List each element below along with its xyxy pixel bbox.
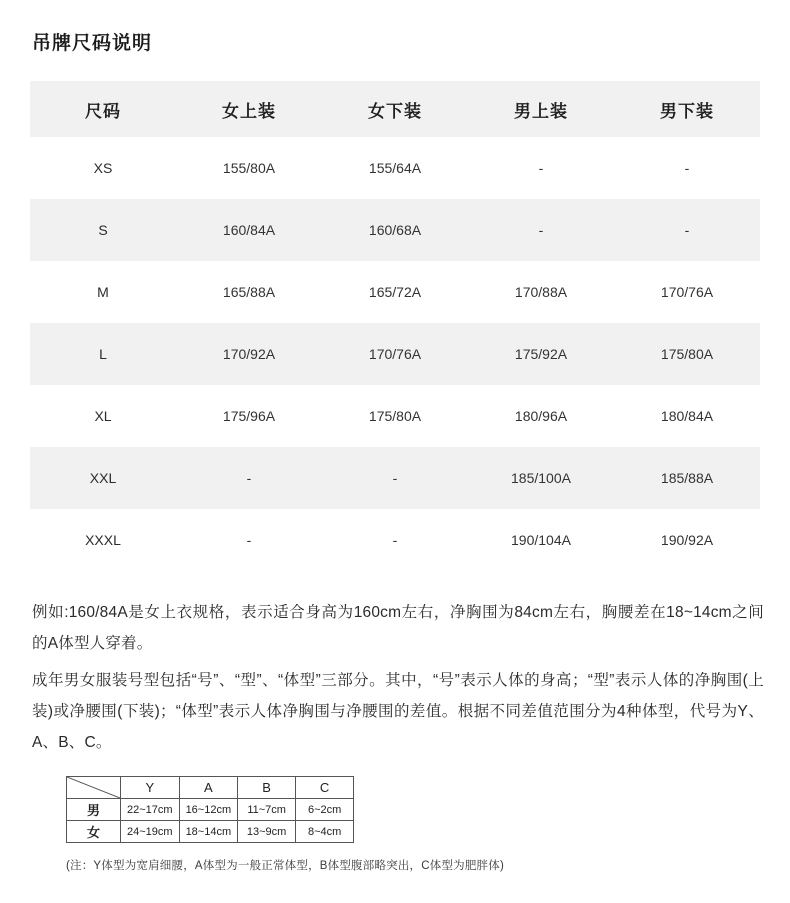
cell-women-top: 155/80A: [176, 137, 322, 199]
size-chart-head: [30, 81, 760, 137]
cell-men-bottom: 180/84A: [614, 385, 760, 447]
cell-size: XS: [30, 137, 176, 199]
cell-women-bottom: 175/80A: [322, 385, 468, 447]
cell-men-top: 190/104A: [468, 509, 614, 571]
table-row: [30, 447, 760, 509]
cell-men-bottom: -: [614, 137, 760, 199]
cell-women-top: 170/92A: [176, 323, 322, 385]
cell-men-bottom: -: [614, 199, 760, 261]
explanation-text: [32, 597, 764, 758]
female-a-value: 18~14cm: [179, 821, 238, 843]
cell-size: M: [30, 261, 176, 323]
body-type-row-male: [67, 799, 354, 821]
cell-women-top: -: [176, 509, 322, 571]
cell-women-bottom: 160/68A: [322, 199, 468, 261]
cell-size: XXXL: [30, 509, 176, 571]
cell-women-bottom: 165/72A: [322, 261, 468, 323]
cell-size: XL: [30, 385, 176, 447]
body-type-table-wrap: [66, 776, 760, 843]
cell-men-top: 170/88A: [468, 261, 614, 323]
male-c-value: 6~2cm: [296, 799, 354, 821]
cell-men-bottom: 170/76A: [614, 261, 760, 323]
female-b-value: 13~9cm: [238, 821, 296, 843]
body-type-header-row: [67, 777, 354, 799]
cell-men-bottom: 185/88A: [614, 447, 760, 509]
cell-men-bottom: 175/80A: [614, 323, 760, 385]
column-header-women-top: 女上装: [176, 81, 322, 137]
cell-women-bottom: 155/64A: [322, 137, 468, 199]
male-a-value: 16~12cm: [179, 799, 238, 821]
male-b-value: 11~7cm: [238, 799, 296, 821]
cell-men-top: 180/96A: [468, 385, 614, 447]
body-type-header-c: C: [296, 777, 354, 799]
table-row: [30, 385, 760, 447]
row-label-male: 男: [67, 799, 121, 821]
body-type-row-female: [67, 821, 354, 843]
cell-men-top: 175/92A: [468, 323, 614, 385]
cell-women-top: 160/84A: [176, 199, 322, 261]
column-header-size: 尺码: [30, 81, 176, 137]
column-header-men-top: 男上装: [468, 81, 614, 137]
column-header-men-bottom: 男下装: [614, 81, 760, 137]
table-row: [30, 261, 760, 323]
cell-size: XXL: [30, 447, 176, 509]
body-type-table: [66, 776, 354, 843]
table-row: [30, 509, 760, 571]
row-label-female: 女: [67, 821, 121, 843]
cell-women-bottom: -: [322, 447, 468, 509]
cell-women-top: -: [176, 447, 322, 509]
column-header-women-bottom: 女下装: [322, 81, 468, 137]
body-type-header-b: B: [238, 777, 296, 799]
diagonal-line-icon: [67, 777, 120, 798]
male-y-value: 22~17cm: [121, 799, 180, 821]
size-chart-table: [30, 81, 760, 571]
cell-women-bottom: 170/76A: [322, 323, 468, 385]
cell-men-top: 185/100A: [468, 447, 614, 509]
table-header-row: [30, 81, 760, 137]
table-row: [30, 323, 760, 385]
page-title: 吊牌尺码说明: [32, 33, 153, 54]
cell-size: S: [30, 199, 176, 261]
body-type-note: (注：Y体型为宽肩细腰，A体型为一般正常体型，B体型腹部略突出，C体型为肥胖体): [66, 860, 504, 872]
female-y-value: 24~19cm: [121, 821, 180, 843]
corner-cell: [67, 777, 121, 799]
paragraph-definition: 成年男女服装号型包括“号”、“型”、“体型”三部分。其中，“号”表示人体的身高；“型”表示人体的净胸围(上装)或净腰围(下装)；“体型”表示人体净胸围与净腰围的差值。根据不同差值范围分为4种体型，代号为Y、A、B、C。: [32, 672, 764, 751]
body-type-header-y: Y: [121, 777, 180, 799]
cell-men-top: -: [468, 137, 614, 199]
cell-women-top: 165/88A: [176, 261, 322, 323]
cell-men-bottom: 190/92A: [614, 509, 760, 571]
body-type-header-a: A: [179, 777, 238, 799]
female-c-value: 8~4cm: [296, 821, 354, 843]
paragraph-example: 例如:160/84A是女上衣规格，表示适合身高为160cm左右，净胸围为84cm左右，胸腰差在18~14cm之间的A体型人穿着。: [32, 604, 764, 652]
table-row: [30, 137, 760, 199]
cell-women-bottom: -: [322, 509, 468, 571]
cell-women-top: 175/96A: [176, 385, 322, 447]
cell-men-top: -: [468, 199, 614, 261]
size-chart-body: [30, 137, 760, 571]
table-row: [30, 199, 760, 261]
cell-size: L: [30, 323, 176, 385]
